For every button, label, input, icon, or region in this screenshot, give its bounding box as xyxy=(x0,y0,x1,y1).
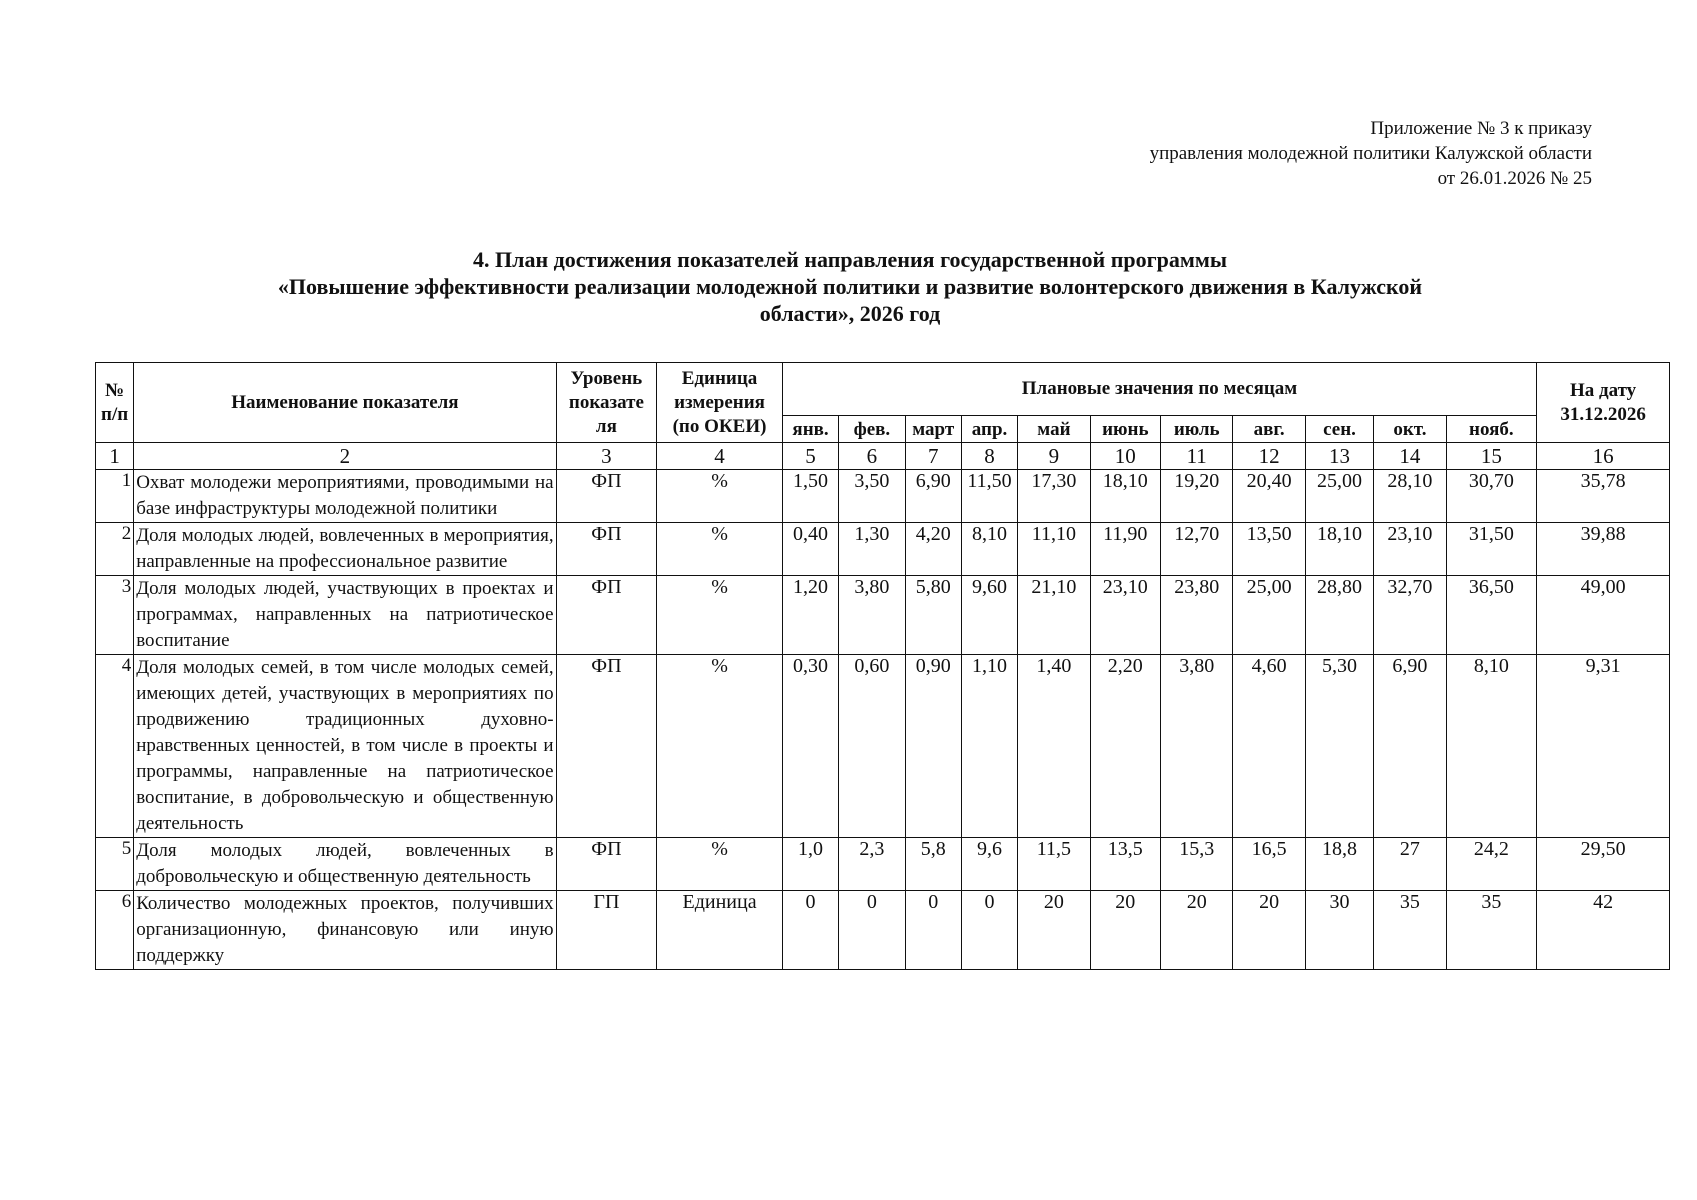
month-value: 28,10 xyxy=(1374,470,1446,523)
column-number: 11 xyxy=(1161,443,1233,470)
month-value: 11,50 xyxy=(961,470,1017,523)
column-number: 15 xyxy=(1446,443,1537,470)
table-row xyxy=(96,523,1670,576)
column-number: 9 xyxy=(1018,443,1090,470)
table-row xyxy=(96,838,1670,891)
month-value: 20 xyxy=(1018,891,1090,970)
month-value: 17,30 xyxy=(1018,470,1090,523)
indicator-unit: % xyxy=(657,470,783,523)
appendix-line-1: Приложение № 3 к приказу xyxy=(1370,118,1592,139)
month-value: 5,8 xyxy=(905,838,961,891)
month-value: 30,70 xyxy=(1446,470,1537,523)
column-number: 6 xyxy=(839,443,905,470)
month-header: янв. xyxy=(782,416,838,443)
month-value: 5,80 xyxy=(905,576,961,655)
title-line-2: «Повышение эффективности реализации молодежной политики и развитие волонтерского движения в Калужской xyxy=(277,274,1423,299)
month-value: 11,10 xyxy=(1018,523,1090,576)
month-value: 23,10 xyxy=(1374,523,1446,576)
table-body xyxy=(96,443,1670,970)
indicator-level: ФП xyxy=(556,838,657,891)
month-value: 28,80 xyxy=(1305,576,1373,655)
month-value: 0 xyxy=(905,891,961,970)
indicator-name: Доля молодых людей, вовлеченных в мероприятия, направленные на профессиональное развитие xyxy=(134,523,556,576)
column-number: 12 xyxy=(1233,443,1305,470)
month-value: 20 xyxy=(1233,891,1305,970)
month-value: 20,40 xyxy=(1233,470,1305,523)
month-header: июнь xyxy=(1090,416,1160,443)
month-value: 3,50 xyxy=(839,470,905,523)
indicator-name: Доля молодых людей, вовлеченных в добровольческую и общественную деятельность xyxy=(134,838,556,891)
indicator-level: ФП xyxy=(556,655,657,838)
column-number: 10 xyxy=(1090,443,1160,470)
table-row xyxy=(96,891,1670,970)
month-value: 6,90 xyxy=(1374,655,1446,838)
indicators-plan-table xyxy=(95,362,1670,970)
month-value: 31,50 xyxy=(1446,523,1537,576)
month-value: 16,5 xyxy=(1233,838,1305,891)
month-header: сен. xyxy=(1305,416,1373,443)
row-number: 5 xyxy=(96,838,134,891)
month-value: 0,30 xyxy=(782,655,838,838)
month-value: 35 xyxy=(1446,891,1537,970)
month-value: 18,10 xyxy=(1305,523,1373,576)
month-value: 1,30 xyxy=(839,523,905,576)
month-header: апр. xyxy=(961,416,1017,443)
month-header: нояб. xyxy=(1446,416,1537,443)
month-value: 8,10 xyxy=(1446,655,1537,838)
header-name: Наименование показателя xyxy=(134,363,556,443)
table-row xyxy=(96,655,1670,838)
month-value: 6,90 xyxy=(905,470,961,523)
month-value: 0 xyxy=(782,891,838,970)
month-value: 25,00 xyxy=(1305,470,1373,523)
month-value: 2,3 xyxy=(839,838,905,891)
indicator-name: Доля молодых семей, в том числе молодых семей, имеющих детей, участвующих в мероприятиях по продвижению традиционных духовно-нравственных ценностей, в том числе в проекты и программы, направленные на патриотическое воспитание, в добровольческую и общественную деятельность xyxy=(134,655,556,838)
column-number: 2 xyxy=(134,443,556,470)
row-number: 3 xyxy=(96,576,134,655)
column-number: 4 xyxy=(657,443,783,470)
month-value: 13,50 xyxy=(1233,523,1305,576)
month-value: 20 xyxy=(1090,891,1160,970)
month-value: 12,70 xyxy=(1161,523,1233,576)
row-number: 4 xyxy=(96,655,134,838)
month-value: 9,60 xyxy=(961,576,1017,655)
month-value: 32,70 xyxy=(1374,576,1446,655)
month-value: 0,60 xyxy=(839,655,905,838)
column-number: 14 xyxy=(1374,443,1446,470)
month-value: 19,20 xyxy=(1161,470,1233,523)
header-date: На дату 31.12.2026 xyxy=(1537,363,1670,443)
indicator-level: ФП xyxy=(556,470,657,523)
month-value: 4,20 xyxy=(905,523,961,576)
month-value: 1,0 xyxy=(782,838,838,891)
indicator-level: ФП xyxy=(556,576,657,655)
table-row xyxy=(96,576,1670,655)
month-value: 25,00 xyxy=(1233,576,1305,655)
indicator-name: Доля молодых людей, участвующих в проектах и программах, направленных на патриотическое воспитание xyxy=(134,576,556,655)
month-value: 0 xyxy=(839,891,905,970)
month-header: окт. xyxy=(1374,416,1446,443)
year-end-value: 49,00 xyxy=(1537,576,1670,655)
month-header: март xyxy=(905,416,961,443)
month-value: 3,80 xyxy=(1161,655,1233,838)
column-numbers-row xyxy=(96,443,1670,470)
appendix-line-2: управления молодежной политики Калужской области xyxy=(1149,143,1592,164)
appendix-line-3: от 26.01.2026 № 25 xyxy=(1437,168,1592,189)
month-value: 0,40 xyxy=(782,523,838,576)
month-value: 23,10 xyxy=(1090,576,1160,655)
month-header: июль xyxy=(1161,416,1233,443)
column-number: 16 xyxy=(1537,443,1670,470)
table-header xyxy=(96,363,1670,443)
month-value: 24,2 xyxy=(1446,838,1537,891)
month-value: 35 xyxy=(1374,891,1446,970)
month-value: 23,80 xyxy=(1161,576,1233,655)
month-value: 1,20 xyxy=(782,576,838,655)
month-value: 2,20 xyxy=(1090,655,1160,838)
indicator-name: Охват молодежи мероприятиями, проводимыми на базе инфраструктуры молодежной политики xyxy=(134,470,556,523)
title-line-3: области», 2026 год xyxy=(759,301,941,326)
header-unit: Единица измерения (по ОКЕИ) xyxy=(657,363,783,443)
indicator-level: ФП xyxy=(556,523,657,576)
header-level: Уровень показате ля xyxy=(556,363,657,443)
row-number: 6 xyxy=(96,891,134,970)
month-value: 36,50 xyxy=(1446,576,1537,655)
month-value: 20 xyxy=(1161,891,1233,970)
title-line-1: 4. План достижения показателей направления государственной программы xyxy=(472,247,1227,272)
month-value: 15,3 xyxy=(1161,838,1233,891)
row-number: 1 xyxy=(96,470,134,523)
month-header: май xyxy=(1018,416,1090,443)
month-value: 0 xyxy=(961,891,1017,970)
appendix-reference xyxy=(1150,116,1592,191)
year-end-value: 29,50 xyxy=(1537,838,1670,891)
month-value: 11,5 xyxy=(1018,838,1090,891)
month-header: фев. xyxy=(839,416,905,443)
indicator-name: Количество молодежных проектов, получивших организационную, финансовую или иную поддержку xyxy=(134,891,556,970)
month-value: 11,90 xyxy=(1090,523,1160,576)
year-end-value: 35,78 xyxy=(1537,470,1670,523)
column-number: 7 xyxy=(905,443,961,470)
column-number: 8 xyxy=(961,443,1017,470)
column-number: 1 xyxy=(96,443,134,470)
row-number: 2 xyxy=(96,523,134,576)
column-number: 13 xyxy=(1305,443,1373,470)
month-header: авг. xyxy=(1233,416,1305,443)
header-num: № п/п xyxy=(96,363,134,443)
month-value: 30 xyxy=(1305,891,1373,970)
month-value: 9,6 xyxy=(961,838,1017,891)
month-value: 8,10 xyxy=(961,523,1017,576)
month-value: 18,8 xyxy=(1305,838,1373,891)
indicator-level: ГП xyxy=(556,891,657,970)
month-value: 21,10 xyxy=(1018,576,1090,655)
indicator-unit: Единица xyxy=(657,891,783,970)
month-value: 1,10 xyxy=(961,655,1017,838)
header-monthly-plan: Плановые значения по месяцам xyxy=(782,363,1536,416)
month-value: 1,40 xyxy=(1018,655,1090,838)
indicator-unit: % xyxy=(657,523,783,576)
month-value: 1,50 xyxy=(782,470,838,523)
year-end-value: 42 xyxy=(1537,891,1670,970)
indicator-unit: % xyxy=(657,838,783,891)
month-value: 4,60 xyxy=(1233,655,1305,838)
month-value: 5,30 xyxy=(1305,655,1373,838)
month-value: 3,80 xyxy=(839,576,905,655)
month-value: 13,5 xyxy=(1090,838,1160,891)
indicator-unit: % xyxy=(657,655,783,838)
table-row xyxy=(96,470,1670,523)
column-number: 3 xyxy=(556,443,657,470)
indicator-unit: % xyxy=(657,576,783,655)
year-end-value: 39,88 xyxy=(1537,523,1670,576)
month-value: 0,90 xyxy=(905,655,961,838)
month-value: 27 xyxy=(1374,838,1446,891)
month-value: 18,10 xyxy=(1090,470,1160,523)
year-end-value: 9,31 xyxy=(1537,655,1670,838)
column-number: 5 xyxy=(782,443,838,470)
document-title xyxy=(140,246,1560,327)
